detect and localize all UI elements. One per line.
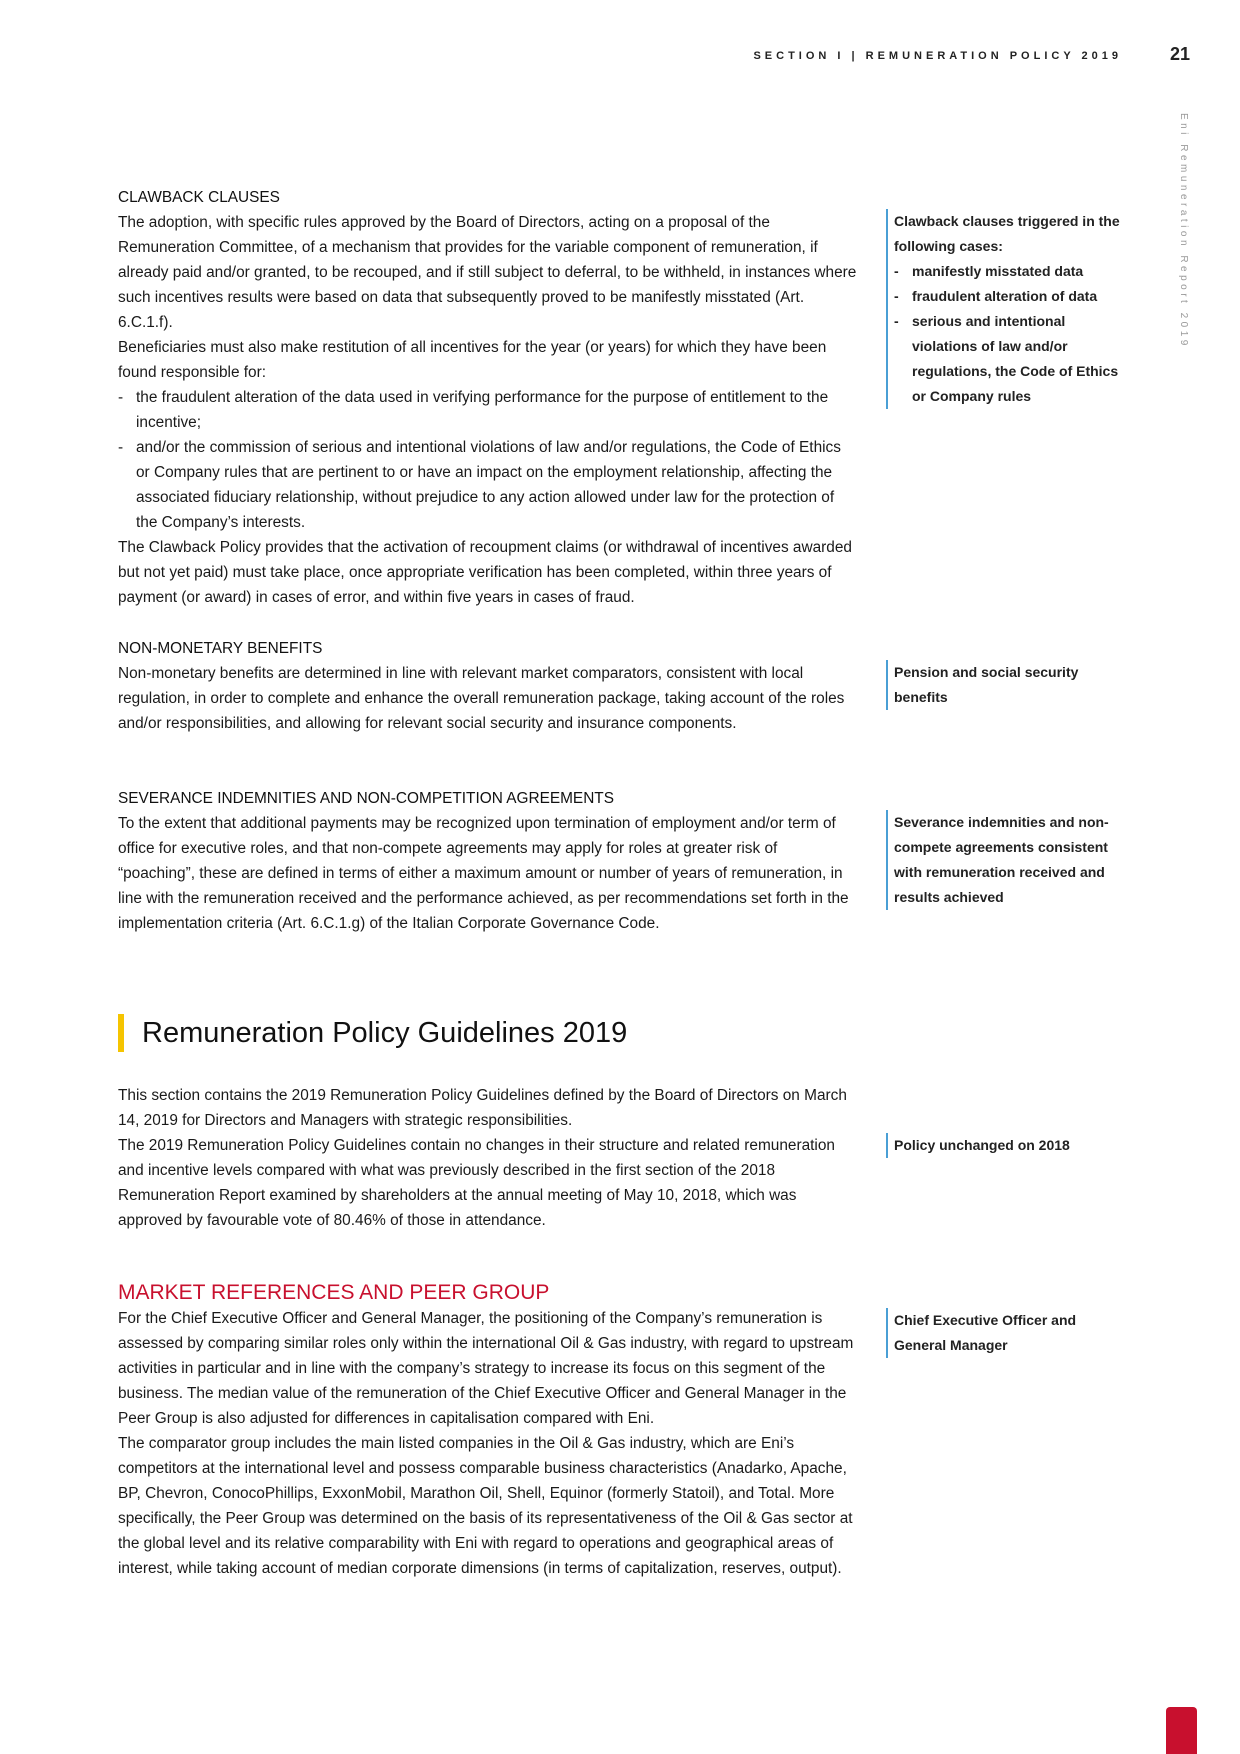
severance-section — [118, 786, 858, 936]
clawback-paragraph-1: The adoption, with specific rules approved by the Board of Directors, acting on a proposal of the Remuneration Committee, of a mechanism that provides for the variable component of remuneration, if already paid and/or granted, to be recouped, and if still subject to deferral, to be withheld, in instances where such incentives results were based on data that subsequently proved to be manifestly misstated (Art. 6.C.1.f). — [118, 214, 857, 331]
severance-paragraph: To the extent that additional payments may be recognized upon termination of employment and/or term of office for executive roles, and that non-compete agreements may apply for roles at greater risk of “poaching”, these are defined in terms of either a maximum amount or number of years of remuneration, in line with the remuneration received and the performance achieved, as per recommendations set forth in the implementation criteria (Art. 6.C.1.g) of the Italian Corporate Governance Code. — [118, 815, 849, 932]
guidelines-paragraph-2: The 2019 Remuneration Policy Guidelines contain no changes in their structure and related remuneration and incentive levels compared with what was previously described in the first section of the 2018 Remuneration Report examined by shareholders at the annual meeting of May 10, 2018, which was approved by favourable vote of 80.46% of those in attendance. — [118, 1137, 835, 1229]
market-margin-note — [886, 1308, 1124, 1358]
guidelines-margin-note — [886, 1133, 1124, 1158]
margin-note-text: Pension and social security benefits — [894, 664, 1079, 705]
section-tab-marker — [1166, 1707, 1197, 1754]
margin-note-text: Severance indemnities and non-compete agreements consistent with remuneration received and results achieved — [894, 814, 1109, 905]
page-number: 21 — [1170, 44, 1191, 64]
market-paragraph-2: The comparator group includes the main listed companies in the Oil & Gas industry, which are Eni’s competitors at the international level and possess comparable business characteristics (Anadarko, Apache, BP, Chevron, ConocoPhillips, ExxonMobil, Marathon Oil, Shell, Equinor (formerly Statoil), and Total. More specifically, the Peer Group was determined on the basis of its representativeness of the Oil & Gas sector at the global level and its relative comparability with Eni with regard to operations and geographical areas of interest, while taking account of median corporate dimensions (in terms of capitalization, reserves, output). — [118, 1435, 853, 1577]
list-item: - serious and intentional violations of law and/or regulations, the Code of Ethics or Company rules — [894, 309, 1124, 409]
list-item: - and/or the commission of serious and intentional violations of law and/or regulations, the Code of Ethics or Company rules that are pertinent to or have an impact on the employment relationship, affecting the associated fiduciary relationship, without prejudice to any action allowed under law for the protection of the Company’s interests. — [118, 435, 858, 535]
clawback-heading: CLAWBACK CLAUSES — [118, 189, 280, 206]
running-header: SECTION I | REMUNERATION POLICY 2019 — [753, 50, 1122, 62]
clawback-bullet-list — [118, 385, 858, 535]
guidelines-section — [118, 1083, 858, 1233]
margin-note-text: Chief Executive Officer and General Manager — [894, 1312, 1077, 1353]
market-heading: MARKET REFERENCES AND PEER GROUP — [118, 1281, 550, 1304]
vertical-report-label: Eni Remuneration Report 2019 — [1178, 113, 1189, 349]
clawback-margin-note — [886, 209, 1124, 409]
guidelines-paragraph-1: This section contains the 2019 Remuneration Policy Guidelines defined by the Board of Directors on March 14, 2019 for Directors and Managers with strategic responsibilities. — [118, 1087, 847, 1129]
severance-heading: SEVERANCE INDEMNITIES AND NON-COMPETITION AGREEMENTS — [118, 790, 614, 807]
heading-accent-bar — [118, 1014, 124, 1052]
guidelines-heading: Remuneration Policy Guidelines 2019 — [142, 1017, 628, 1049]
list-item: - fraudulent alteration of data — [894, 284, 1124, 309]
non-monetary-margin-note — [886, 660, 1124, 710]
list-item: - the fraudulent alteration of the data used in verifying performance for the purpose of entitlement to the incentive; — [118, 385, 858, 435]
non-monetary-paragraph: Non-monetary benefits are determined in line with relevant market comparators, consistent with local regulation, in order to complete and enhance the overall remuneration package, taking account of the roles and/or responsibilities, and allowing for relevant social security and insurance components. — [118, 665, 845, 732]
market-paragraph-1: For the Chief Executive Officer and General Manager, the positioning of the Company’s remuneration is assessed by comparing similar roles only within the international Oil & Gas industry, with regard to upstream activities in particular and in line with the company’s strategy to increase its focus on this segment of the business. The median value of the remuneration of the Chief Executive Officer and General Manager in the Peer Group is also adjusted for differences in capitalisation compared with Eni. — [118, 1310, 854, 1427]
non-monetary-section — [118, 636, 858, 736]
clawback-paragraph-2: Beneficiaries must also make restitution of all incentives for the year (or years) for which they have been found responsible for: — [118, 339, 827, 381]
list-item: - manifestly misstated data — [894, 259, 1124, 284]
clawback-note-intro: Clawback clauses triggered in the following cases: — [894, 213, 1120, 254]
severance-margin-note — [886, 810, 1124, 910]
market-section — [118, 1280, 858, 1581]
clawback-note-list — [894, 259, 1124, 409]
margin-note-text: Policy unchanged on 2018 — [894, 1137, 1070, 1153]
clawback-section — [118, 185, 858, 610]
clawback-paragraph-3: The Clawback Policy provides that the activation of recoupment claims (or withdrawal of incentives awarded but not yet paid) must take place, once appropriate verification has been completed, within three years of payment (or award) in cases of error, and within five years in cases of fraud. — [118, 539, 852, 606]
non-monetary-heading: NON-MONETARY BENEFITS — [118, 640, 323, 657]
